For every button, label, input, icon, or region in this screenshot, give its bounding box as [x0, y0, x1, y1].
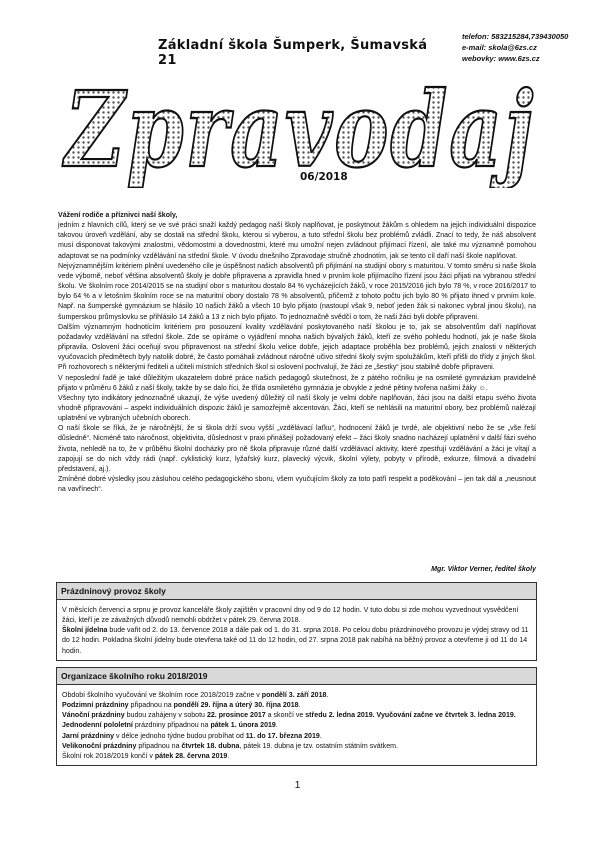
school-year-line: Školní rok 2018/2019 končí v pátek 28. června 2019. [62, 752, 230, 760]
contact-info [462, 31, 568, 64]
contact-email: e-mail: skola@6zs.cz [462, 43, 537, 52]
issue-number: 06/2018 [300, 171, 348, 183]
school-name: Základní škola Šumperk, Šumavská 21 [158, 38, 428, 68]
school-year-line: Jednodenní pololetní prázdniny připadnou na pátek 1. února 2019. [62, 722, 278, 730]
holiday-section [56, 582, 537, 661]
holiday-section-title: Prázdninový provoz školy [57, 583, 536, 600]
letter-paragraph: jedním z hlavních cílů, který se ve své práci snaží každý pedagog naší školy naplňovat, je poskytnout žákům s ohledem na jejich individuální dispozice takovou úroveň vzdělání, aby se dostali na střední školu, kterou si vyberou, a tuto střední školu bez problémů zvládli. Znací to tedy, že náš absolvent musí disponovat takovými znalostmi, vědomostmi a dovednostmi, které mu umožní nejen zvládnout přijímací řízení, ale také mu významně pomohou adaptovat se na podmínky vzdělávání na střední škole. V úvodu dnešního Zpravodaje stručně zhodnotím, jak se tento cíl daří naší škole naplňovat. [58, 222, 536, 260]
letter-signature: Mgr. Viktor Verner, ředitel školy [431, 566, 536, 573]
school-year-line: Podzimní prázdniny připadnou na pondělí 29. října a úterý 30. října 2018. [62, 702, 301, 710]
masthead-title: Zpravodaj [61, 70, 536, 188]
school-year-line: Období školního vyučování ve školním roce 2018/2019 začne v pondělí 3. září 2018. [62, 692, 329, 699]
contact-phone: telefon: 583215284,739430050 [462, 32, 569, 41]
contact-web: webovky: www.6zs.cz [462, 54, 540, 63]
letter-greeting: Vážení rodiče a příznivci naší školy, [58, 212, 178, 219]
letter-paragraph: Všechny tyto indikátory jednoznačně ukazují, že výše uvedený důležitý cíl naší školy je velmi dobře naplňován, žáci jsou na další etapu svého života vhodně připravováni – aspekt individuálních dispozic žáků je samozřejmě akcentován. Žáci, kteří se nehlásili na maturitní obory, bez problémů nalézají uplatnění ve vybraných učebních oborech. [58, 394, 536, 423]
school-year-line: Jarní prázdniny v délce jednoho týdne budou probíhat od 11. do 17. března 2019. [62, 732, 322, 740]
holiday-office-text: V měsících červenci a srpnu je provoz kanceláře školy zajištěn v pracovní dny od 9 do 12 hodin. V tuto dobu si zde mohou vyzvednout vysvědčení žáci, kteří je ze závažných důvodů nemohli obdržet v pátek 29. června 2018. [62, 607, 519, 625]
letter-paragraph: Dalším významným hodnotícím kritériem pro posouzení kvality vzdělávání poskytovaného naší školou je to, jak se absolventům daří naplňovat požadavky vzdělávání na střední škole. Zde se opíráme o vyjádření mnoha našich bývalých žáků, kteří ze svého pohledu hodnotí, jak je naše škola připravila. Oslovení žáci oceňují svou připravenost na střední školu velice dobře, jejich adaptace proběhla bez problémů, jejich znalosti v některých vyučovacích předmětech byly natolik dobré, že často pomáhali zvládnout náročné učivo střední školy svým spolužákům, kteří přišli do třídy z jiných škol. Při rozhovorech s některými řediteli a učiteli místních středních škol si oslovení pochvalují, že žáci ze „šestky“ jsou stabilně dobře připraveni. [58, 323, 536, 372]
letter-paragraph: V neposlední řadě je také důležitým ukazatelem dobré práce našich pedagogů skutečnost, že z pátého ročníku je na osmileté gymnázium pravidelně přijato v průměru 6 žáků z naší školy, takže by se dalo říci, že třída osmiletého gymnázia je obvykle z jedné pětiny tvořena našimi žáky ☺. [58, 374, 536, 392]
holiday-canteen-text: Školní jídelna bude vařit od 2. do 13. července 2018 a dále pak od 1. do 31. srpna 2018. Po celou dobu prázdninového provozu je výdej stravy od 11 do 12 hodin. Pokladna školní jídelny bude otevřena také od 11 do 12 hodin, od 27. srpna 2018 pak nabíhá na běžný provoz a otevřeme ji od 11 do 14 hodin. [62, 627, 529, 655]
holiday-section-body [57, 600, 536, 660]
director-letter [58, 211, 536, 495]
school-year-line: Velikonoční prázdniny připadnou na čtvrtek 18. dubna, pátek 19. dubna je tzv. ostatním státním svátkem. [62, 742, 398, 750]
school-year-line: Vánoční prázdniny budou zahájeny v sobotu 22. prosince 2017 a skončí ve středu 2. ledna 2019. Vyučování začne ve čtvrtek 3. ledna 2019. [62, 712, 516, 720]
letter-paragraph: Nejvýznamnějším kritériem plnění uvedeného cíle je úspěšnost našich absolventů při přijímání na studijní obory s maturitou. V tomto směru si naše škola vede výborně, neboť většina absolventů školy je dobře připravena a zpravidla hned v prvním kole přijímacího řízení jsou žáci přijati na vybranou střední školu. Ve školním roce 2014/2015 se na studijní obor s maturitou dostalo 84 % vycházejících žáků, v roce 2015/2016 jich bylo 78 %, v roce 2016/2017 to bylo 64 % a v letošním školním roce se na maturitní obory dostalo 78 % absolventů, přičemž z tohoto počtu jich bylo 80 % přijato ihned v prvním kole. Např. na šumperské gymnázium se hlásilo 10 našich žáků a všech 10 bylo přijato (nastoupí však 9, neboť jeden žák si nakonec vybral jinou školu), na šumperskou průmyslovku se přihlásilo 14 žáků a 13 z nich bylo přijato. To jednoznačně svědčí o tom, že naši žáci byli dobře připraveni. [58, 262, 536, 321]
school-year-section-title: Organizace školního roku 2018/2019 [57, 668, 536, 685]
school-year-section-body [57, 685, 536, 765]
page-number: 1 [294, 780, 301, 791]
letter-paragraph: O naší škole se říká, že je náročnější, že si škola drží svou vyšší „vzdělávací laťku“, hodnocení žáků je tvrdé, ale objektivní nebo že se „vše řeší důsledně“. Nicméně tato náročnost, objektivita, důslednost v praxi přinášejí požadovaný efekt – žáci školy snadno nacházejí uplatnění v další fázi svého života, nehledě na to, že v průběhu školní docházky pro ně škola připravuje různé další vzdělávací aktivity, které zpestřují vzdělávání a žáci je vítají a zapojují se do nich vždy rádi (např. cyklistický kurz, lyžařský kurz, plavecký výcvik, školní výlety, pobyty v přírodě, exkurze, filmová a divadelní představení, aj.). [58, 425, 536, 473]
letter-paragraph: Zmíněné dobré výsledky jsou zásluhou celého pedagogického sboru, všem vyučujícím školy za toto patří respekt a poděkování – jen tak dál a „neusnout na vavřínech“. [58, 476, 536, 494]
school-year-section [56, 667, 537, 766]
